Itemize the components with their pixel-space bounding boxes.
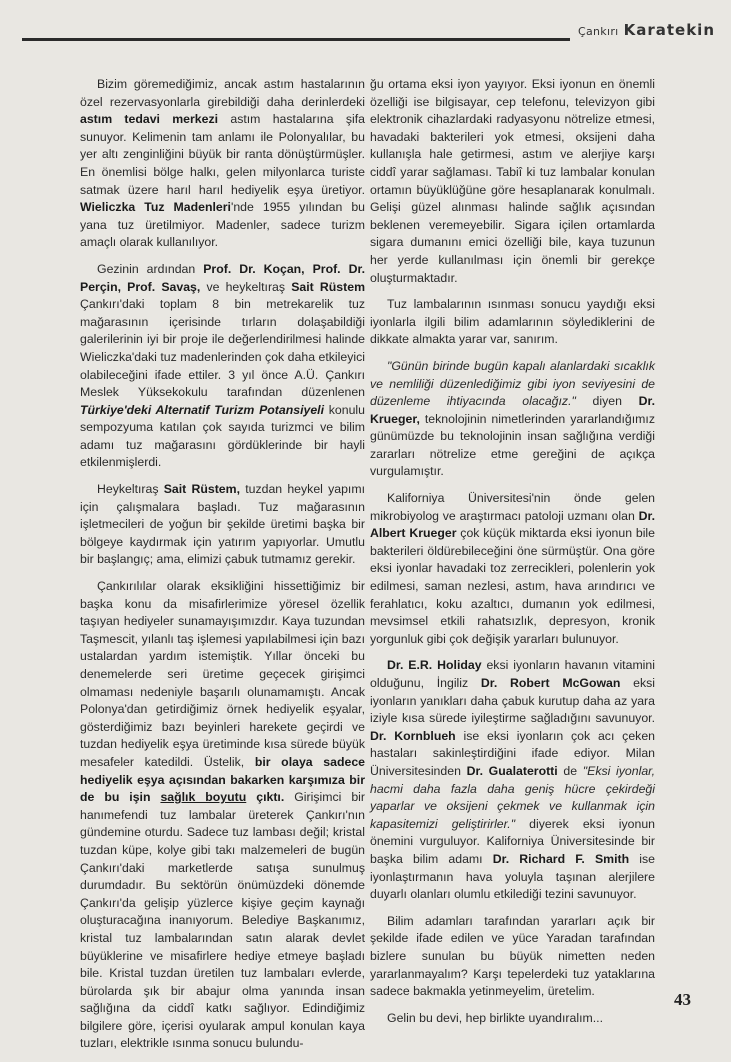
header-rule (22, 38, 570, 41)
running-head-place: Çankırı (578, 25, 619, 38)
page-number: 43 (674, 990, 691, 1009)
right-column (370, 76, 655, 1036)
paragraph: Kaliforniya Üniversitesi'nin önde gelen mikrobiyolog ve araştırmacı patoloji uzmanı olan Dr. Albert Krueger çok küçük miktarda eksi iyonun bile bakterileri öldürebileceğini öne sürmüştür. Ona göre eksi iyonlar havadaki toz zerrecikleri, polenlerin yok edilmesi, saman nezlesi, astım, hava arındırıcı ve ferahlatıcı, koku azaltıcı, dumanın yok edilmesi, mevsimsel etkili rahatsızlık, depresyon, kronik yorgunluk gibi çok değişik yararları bulunuyor. (370, 491, 655, 646)
paragraph: Bizim göremediğimiz, ancak astım hastalarının özel rezervasyonlarla girebildiği daha derinlerdeki astım tedavi merkezi astım hastalarına şifa sunuyor. Kelimenin tam anlamı ile Polonyalılar, bu yer altı zenginliğini büyük bir ranta dönüştürmüşler. En önemlisi bölge halkı, gelen milyonlarca turiste satmak üzere harıl harıl hediyelik eşya üretiyor. Wieliczka Tuz Madenleri'nde 1955 yılından bu yana tuz üretilmiyor. Madenler, sadece turizm amaçlı olarak kullanılıyor. (80, 77, 366, 250)
paragraph: Dr. E.R. Holiday eksi iyonların havanın vitamini olduğunu, İngiliz Dr. Robert McGowan eksi iyonların yanıkları daha çabuk kurutup daha az yara iziyle kısa sürede iyileştirme sağladığını savunuyor. Dr. Kornblueh ise eksi iyonların çok acı çeken hastaları sakinleştirdiğini ifade ediyor. Milan Üniversitesinden Dr. Gualaterotti de "Eksi iyonlar, hacmi daha fazla daha geniş hücre çekirdeği yaparlar ve oksijeni çekmek ve kullanmak için kapasitemizi geliştirirler." diyerek eksi iyonun önemini vurguluyor. Kaliforniya Üniversitesinde bir başka bilim adamı Dr. Richard F. Smith ise iyonlaştırmanın hava yoluyla taşınan alerjilere duyarlı olanları olumlu etkilediği tezini savunuyor. (370, 658, 656, 902)
left-column (80, 76, 365, 1062)
paragraph: Gelin bu devi, hep birlikte uyandıralım... (387, 1010, 603, 1025)
paragraph: Gezinin ardından Prof. Dr. Koçan, Prof. Dr. Perçin, Prof. Savaş, ve heykeltıraş Sait Rüstem Çankırı'daki toplam 8 bin metrekarelik tuz mağarasının içerisinde tırların dolaşabildiği galerilerinin iyi bir proje ile değerlendirilmesi halinde Wieliczka'daki tuz madenlerinden çok daha etkileyici olabileceğini ifade ettiler. 3 yıl önce A.Ü. Çankırı Meslek Yüksekokulu tarafından düzenlenen Türkiye'deki Alternatif Turizm Potansiyeli konulu sempozyuma katılan çok sayıda turizmci ve bilim adamı tuz mağarasını gördüklerinde bir hayli etkilenmişlerdi. (80, 261, 366, 470)
paragraph: Çankırılılar olarak eksikliğini hissettiğimiz bir başka konu da misafirlerimize yöresel özellik taşıyan hediyeler sunamayışımızdır. Kaya tuzundan Taşmescit, yılanlı taş işlemesi yapılabilmesi için bazı ustalardan yardım istemiştik. Yıllar önceki bu denemelerde seri üretime geçecek girişimci olmaması nedeniyle başarılı olunamamıştı. Ancak Polonya'dan getirdiğimiz örnek hediyelik eşyalar, gösterdiğimiz bazı beyinleri harekete geçirdi ve tuzdan hediyelik eşya üretiminde kısa sürede büyük mesafeler katedildi. Üstelik, bir olaya sadece hediyelik eşya açısından bakarken karşımıza bir de bu işin sağlık boyutu çıktı. Girişimci bir hanımefendi tuz lambalar üreterek Çankırı'nın gündemine oturdu. Sadece tuz lambası değil; kristal tuzdan küpe, kolye gibi takı malzemeleri de bugün Çankırı'daki marketlerde satışa sunulmuş durumdadır. Bu sektörün önümüzdeki dönemde Çankırı'da gelişip yüzlerce kişiye geçim kaynağı oluşturacağına inanıyorum. Belediye Başkanımız, kristal tuz lambalarından satın alarak devlet büyüklerine ve misafirlere hediye etmeye başladı bile. Kristal tuzdan üretilen tuz lambaları evlerde, bürolarda şık bir abajur olma yanında insan sağlığına da ciddî katkı sağlıyor. Edindiğimiz bilgilere göre, içerisi oyularak ampul konulan kaya tuzları, elektrikle ısınma sonucu bulundu- (80, 579, 365, 1051)
paragraph: Heykeltıraş Sait Rüstem, tuzdan heykel yapımı için çalışmalara başladı. Tuz mağarasının işletmecileri de yoğun bir şekilde üretimi başka bir bölgeye kaydırmak için yatırım yapıyorlar. Umutlu bir başlangıç; ama, elimizi çabuk tutmamız gerekir. (80, 482, 365, 567)
paragraph: Tuz lambalarının ısınması sonucu yaydığı eksi iyonlarla ilgili bilim adamlarının söylediklerini de dikkate almakta yarar var, sanırım. (370, 297, 655, 347)
paragraph: Bilim adamları tarafından yararları açık bir şekilde ifade edilen ve yüce Yaradan tarafından bizlere sunulan bu büyük nimetten neden yararlanmayalım? Karşı tepelerdeki tuz yataklarına sadece bakmakla yetinmeyelim, üretelim. (370, 913, 655, 999)
running-head (578, 20, 728, 39)
paragraph: "Günün birinde bugün kapalı alanlardaki sıcaklık ve nemliliği düzenlediğimiz gibi iyon seviyesini de düzenleme ihtiyacında olacağız." diyen Dr. Krueger, teknolojinin nimetlerinden yararlandığımız günümüzde bu teknolojinin insan sağlığına verdiği zararları nötrelize etme gereğini de açıkça vurgulamıştır. (370, 358, 655, 479)
running-head-publication: Karatekin (623, 21, 715, 39)
paragraph: ğu ortama eksi iyon yayıyor. Eksi iyonun en önemli özelliği ise bilgisayar, cep telefonu, televizyon gibi elektronik cihazlardaki radyasyonu nötrelize etmesi, havadaki bakterileri yok etmesi, oksijeni daha kullanışla hale getirmesi, astım ve alerjiye karşı ciddî yarar sağlaması. Tabiî ki tuz lambalar konulan ortamın büyüklüğüne göre hesaplanarak konulmalı. Gelişi güzel alınması halinde sağlık açısından beklenen veremeyebilir. Sigara içilen ortamlarda sigara dumanını emici özelliği bile, kaya tuzunun her yerde kullanılması için önemli bir gerekçe oluşturmaktadır. (370, 77, 655, 285)
